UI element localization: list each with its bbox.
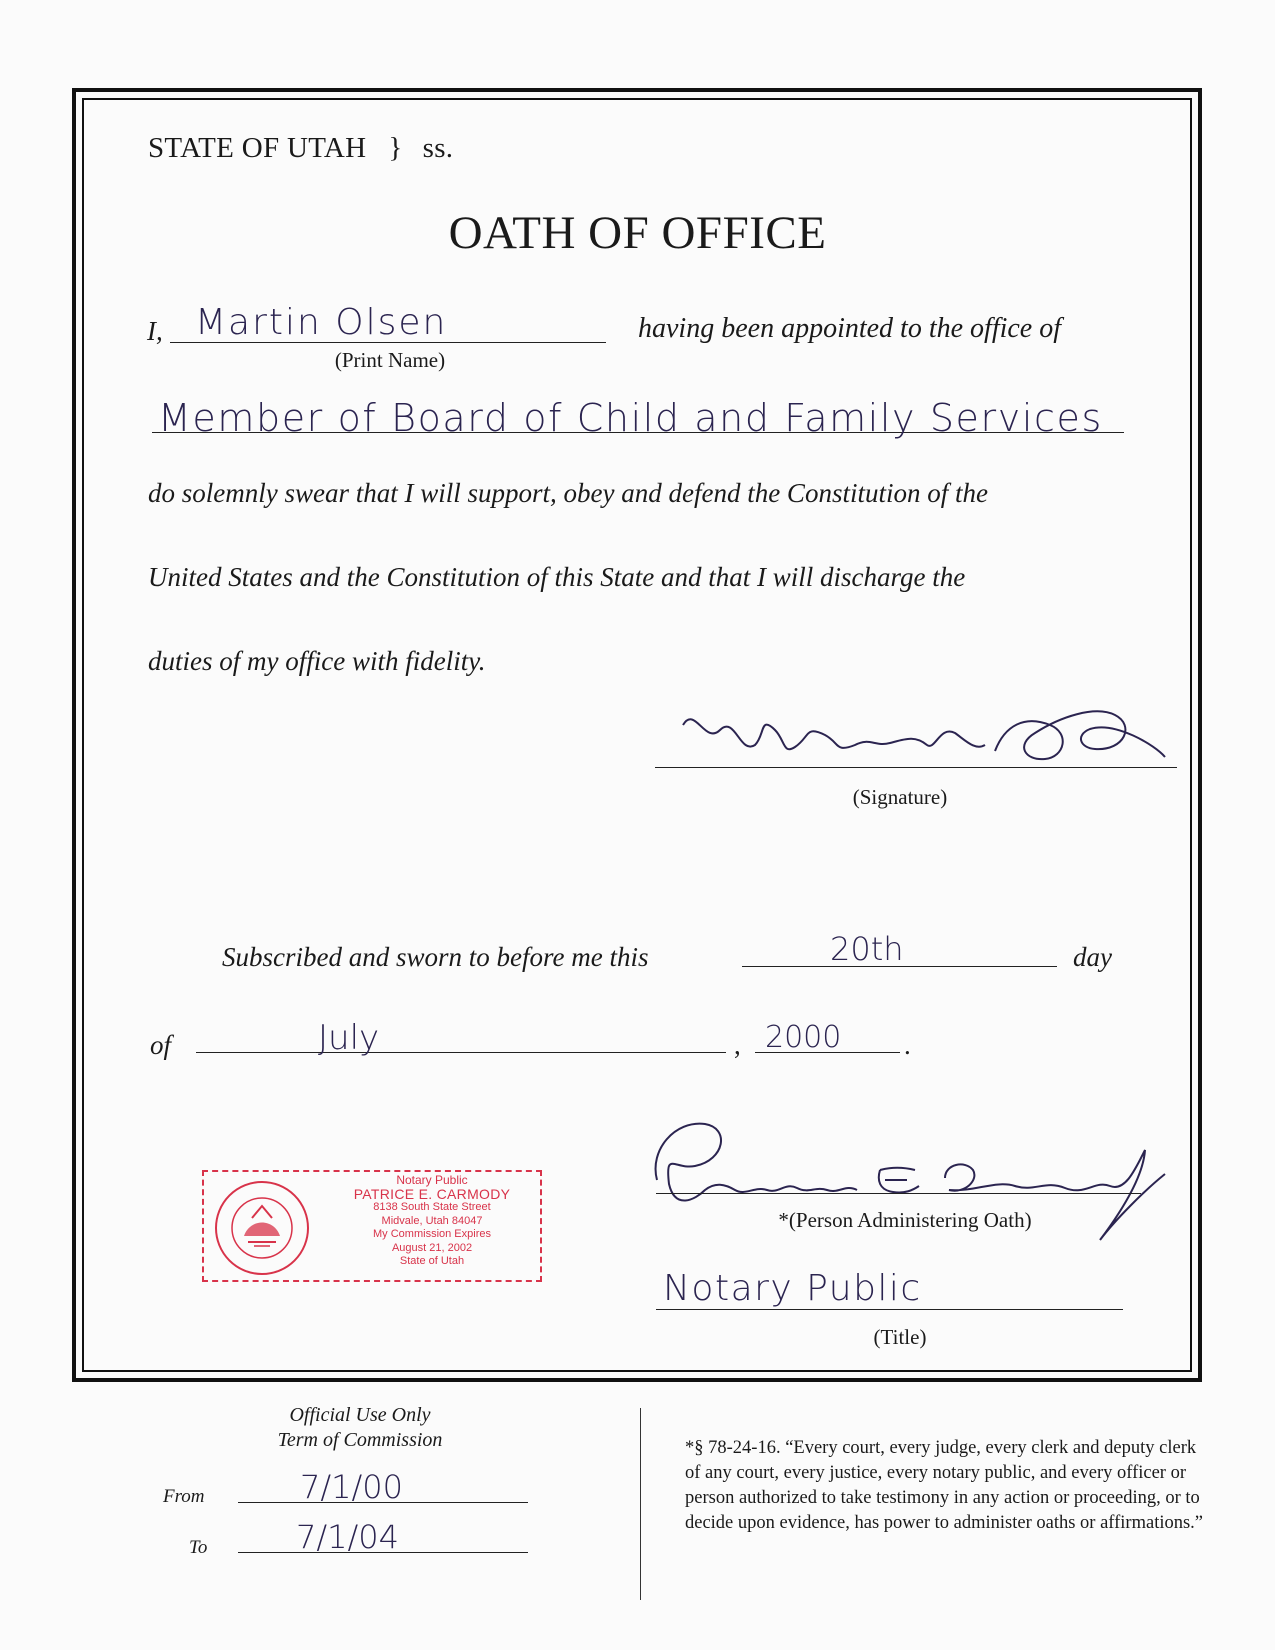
stamp-line-3: 8138 South State Street — [373, 1201, 491, 1213]
signature-line — [655, 767, 1177, 768]
title-line — [656, 1309, 1123, 1310]
stamp-line-5: My Commission Expires — [373, 1228, 491, 1240]
to-label: To — [189, 1537, 208, 1558]
state-label: STATE OF UTAH — [148, 132, 367, 164]
day-value: 20th — [830, 930, 904, 968]
of-label: of — [150, 1030, 172, 1060]
day-label: day — [1073, 942, 1112, 972]
year-value: 2000 — [765, 1020, 842, 1055]
appointed-text: having been appointed to the office of — [638, 313, 1062, 344]
oath-text-line-2: United States and the Constitution of this State and that I will discharge the — [148, 562, 966, 592]
oath-text-line-1: do solemnly swear that I will support, obey and defend the Constitution of the — [148, 478, 988, 508]
from-value: 7/1/00 — [300, 1468, 403, 1506]
stamp-line-6: August 21, 2002 — [391, 1241, 473, 1254]
stamp-line-4: Midvale, Utah 84047 — [381, 1214, 483, 1227]
i-label: I, — [147, 316, 163, 346]
document-title: OATH OF OFFICE — [448, 207, 827, 259]
month-line — [196, 1052, 726, 1053]
statute-footnote: *§ 78-24-16. “Every court, every judge, every clerk and deputy clerk of any court, every justice, every notary public, and every officer or person authorized to take testimony in any action or proceeding, or to decide upon evidence, has power to administer oaths or affirmations.” — [685, 1438, 1204, 1533]
term-of-commission-label: Term of Commission — [277, 1429, 443, 1451]
title-caption: (Title) — [873, 1325, 927, 1349]
comma: , — [734, 1030, 741, 1060]
venue-brace: } — [388, 132, 403, 164]
oath-taker-signature — [665, 685, 1185, 785]
subscribed-text: Subscribed and sworn to before me this — [222, 942, 649, 972]
office-value: Member of Board of Child and Family Services — [158, 396, 1103, 440]
column-divider — [640, 1408, 641, 1600]
state-seal-icon — [212, 1178, 312, 1278]
printed-name-value: Martin Olsen — [195, 302, 448, 343]
notary-stamp — [202, 1170, 542, 1282]
state-venue — [148, 132, 453, 165]
print-name-caption: (Print Name) — [334, 348, 446, 372]
official-use-label: Official Use Only — [289, 1404, 431, 1426]
signature-caption: (Signature) — [852, 785, 948, 809]
ss-label: ss. — [422, 132, 454, 164]
period: . — [904, 1030, 911, 1060]
from-label: From — [163, 1486, 205, 1507]
official-use-heading — [250, 1403, 470, 1453]
administrator-caption: *(Person Administering Oath) — [778, 1208, 1032, 1232]
stamp-line-2: PATRICE E. CARMODY — [353, 1185, 511, 1202]
stamp-line-7: State of Utah — [399, 1255, 465, 1267]
stamp-line-1: Notary Public — [396, 1173, 468, 1187]
month-value: July — [318, 1018, 380, 1058]
administrator-signature-line — [656, 1193, 1141, 1194]
notary-stamp-text — [332, 1174, 532, 1269]
oath-text-line-3: duties of my office with fidelity. — [148, 646, 486, 676]
to-value: 7/1/04 — [296, 1518, 399, 1556]
title-value: Notary Public — [663, 1268, 922, 1309]
